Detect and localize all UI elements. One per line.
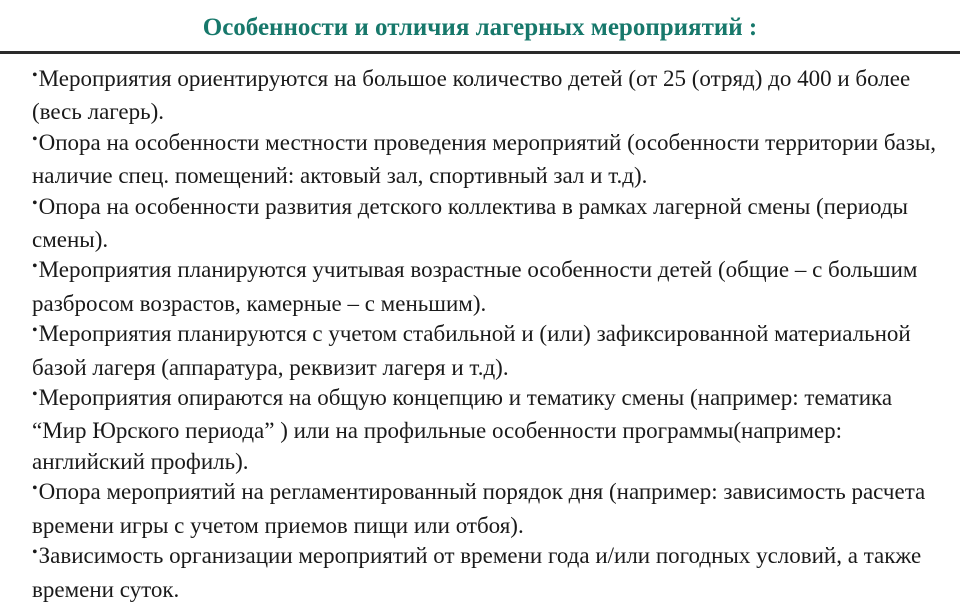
bullet-text: Мероприятия планируются учитывая возрастные особенности детей (общие – с большим разбросом возрастов, камерные – с меньшим). (32, 257, 918, 316)
title-divider (0, 51, 960, 54)
bullet-text: Опора на особенности местности проведения мероприятий (особенности территории базы, наличие спец. помещений: актовый зал, спортивный зал и т.д). (32, 129, 937, 189)
bullet-text: Мероприятия планируются с учетом стабильной и (или) зафиксированной материальной базой лагеря (аппаратура, реквизит лагеря и т.д). (32, 321, 911, 380)
bullet-text: Мероприятия ориентируются на большое количество детей (от 25 (отряд) до 400 и более (весь лагерь). (32, 66, 911, 125)
bullet-icon: • (32, 130, 38, 148)
bullet-list (32, 64, 937, 605)
bullet-item (32, 541, 937, 605)
bullet-item (32, 319, 937, 383)
bullet-icon: • (32, 258, 38, 276)
bullet-item (32, 128, 937, 192)
bullet-icon: • (32, 544, 38, 562)
bullet-item (32, 64, 937, 128)
bullet-icon: • (32, 480, 38, 498)
bullet-text: Опора на особенности развития детского коллектива в рамках лагерной смены (периоды смены). (32, 193, 908, 253)
bullet-item (32, 477, 937, 541)
bullet-text: Опора мероприятий на регламентированный порядок дня (например: зависимость расчета времени игры с учетом приемов пищи или отбоя). (32, 479, 926, 538)
bullet-icon: • (32, 194, 38, 212)
bullet-text: Зависимость организации мероприятий от времени года и/или погодных условий, а также времени суток. (32, 543, 922, 602)
bullet-icon: • (32, 67, 38, 84)
bullet-text: Мероприятия опираются на общую концепцию и тематику смены (например: тематика “Мир Юрского периода” ) или на профильные особенности программы(например: английский профиль). (32, 385, 893, 474)
slide-title: Особенности и отличия лагерных мероприятий : (202, 14, 758, 41)
bullet-icon: • (32, 386, 38, 404)
bullet-item (32, 383, 937, 477)
bullet-icon: • (32, 322, 38, 340)
bullet-item (32, 192, 937, 256)
bullet-item (32, 255, 937, 319)
